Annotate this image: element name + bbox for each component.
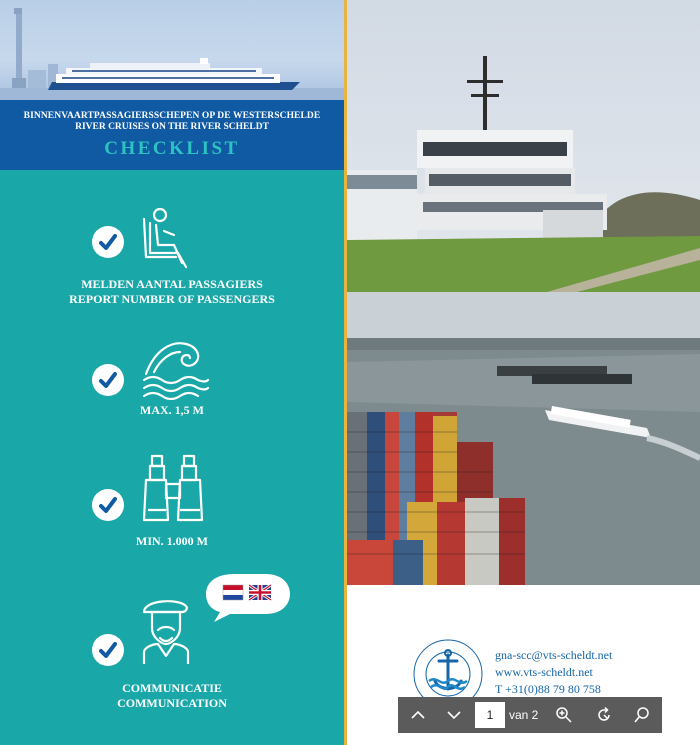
banner-line-nl: BINNENVAARTPASSAGIERSSCHEPEN OP DE WESTERSCHELDE: [23, 111, 321, 121]
rotate-icon: [595, 706, 613, 724]
check-icon: [92, 489, 124, 521]
header-illustration: [0, 0, 344, 100]
page-number-input[interactable]: 1: [475, 702, 505, 728]
flag-uk-icon: [249, 585, 271, 600]
next-page-button[interactable]: [438, 697, 470, 733]
seated-passenger-icon: [140, 205, 202, 271]
checklist-title: CHECKLIST: [104, 138, 240, 159]
chevron-up-icon: [410, 707, 426, 723]
contact-block: [495, 647, 612, 698]
search-icon: [633, 706, 651, 724]
item-wave-label: MAX. 1,5 M: [140, 403, 204, 417]
pdf-toolbar: [398, 697, 662, 733]
rotate-button[interactable]: [588, 697, 620, 733]
check-icon: [92, 634, 124, 666]
previous-page-button[interactable]: [402, 697, 434, 733]
item-communication-label-nl: COMMUNICATIE: [122, 681, 222, 695]
check-icon: [92, 226, 124, 258]
check-icon: [92, 364, 124, 396]
zoom-in-button[interactable]: [548, 697, 580, 733]
flag-nl-icon: [223, 585, 243, 590]
contact-email[interactable]: gna-scc@vts-scheldt.net: [495, 648, 613, 662]
river-photo: [347, 292, 700, 585]
item-passengers-label-en: REPORT NUMBER OF PASSENGERS: [69, 292, 275, 306]
item-passengers-label-nl: MELDEN AANTAL PASSAGIERS: [81, 277, 263, 291]
chevron-down-icon: [446, 707, 462, 723]
contact-website[interactable]: www.vts-scheldt.net: [495, 665, 593, 679]
captain-speech-icon: [140, 572, 300, 664]
item-binoculars-label: MIN. 1.000 M: [136, 534, 208, 548]
wave-icon: [140, 334, 210, 400]
search-button[interactable]: [626, 697, 658, 733]
page-count-label: van 2: [509, 708, 539, 722]
binoculars-icon: [140, 454, 206, 524]
banner-line-en: RIVER CRUISES ON THE RIVER SCHELDT: [75, 122, 269, 132]
contact-phone: T +31(0)88 79 80 758: [495, 682, 601, 696]
traffic-tower-photo: [347, 0, 700, 292]
checklist-panel: [0, 0, 344, 745]
zoom-in-icon: [555, 706, 573, 724]
title-banner: [0, 100, 344, 170]
item-communication-label-en: COMMUNICATION: [117, 696, 227, 710]
